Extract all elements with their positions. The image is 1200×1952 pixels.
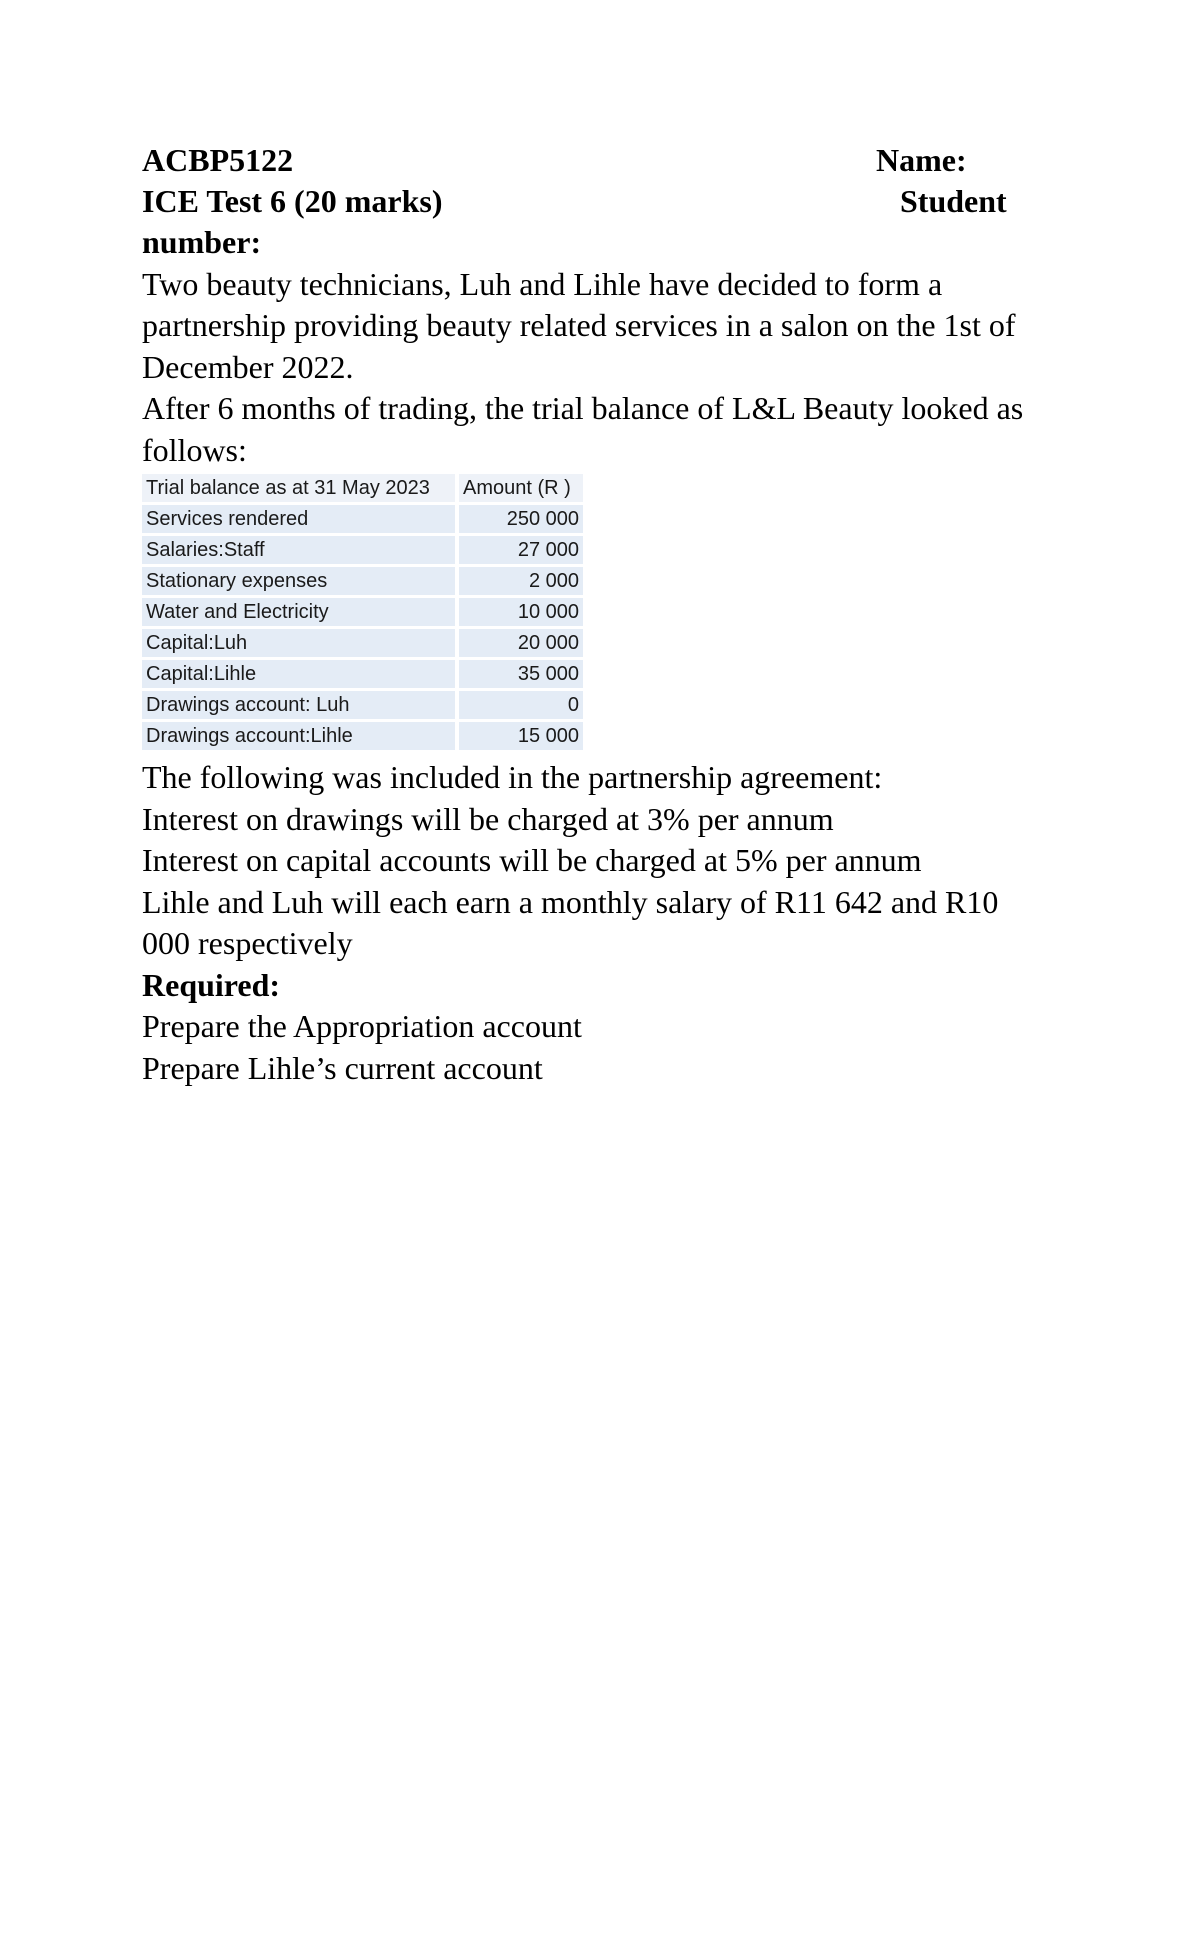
row-amount: 15 000	[459, 722, 583, 750]
row-label: Salaries:Staff	[142, 536, 459, 564]
row-label: Drawings account: Luh	[142, 691, 459, 719]
header-row-2	[142, 181, 1042, 222]
required-label: Required:	[142, 966, 281, 1003]
agreement-intro: The following was included in the partnership agreement:	[142, 759, 883, 795]
test-title: ICE Test 6 (20 marks)	[142, 183, 443, 219]
trial-balance-table	[142, 471, 583, 753]
number-label: number:	[142, 224, 262, 260]
table-row	[142, 629, 583, 657]
table-row	[142, 567, 583, 595]
row-amount: 35 000	[459, 660, 583, 688]
intro-paragraph-2: After 6 months of trading, the trial balance of L&L Beauty looked as follows:	[142, 390, 1024, 468]
row-label: Capital:Luh	[142, 629, 459, 657]
amount-column-header: Amount (R )	[459, 474, 583, 502]
table-row	[142, 505, 583, 533]
required-task-current-account: Prepare Lihle’s current account	[142, 1049, 543, 1086]
row-label: Stationary expenses	[142, 567, 459, 595]
table-row	[142, 660, 583, 688]
table-row	[142, 598, 583, 626]
row-amount: 10 000	[459, 598, 583, 626]
intro-paragraph-1: Two beauty technicians, Luh and Lihle have decided to form a partnership providing beauty related services in a salon on the 1st of December 2022.	[142, 265, 1016, 385]
header-row-1	[142, 140, 1042, 181]
document-page	[142, 140, 1042, 1089]
table-row	[142, 536, 583, 564]
trial-balance-header-row	[142, 474, 583, 502]
row-amount: 250 000	[459, 505, 583, 533]
agreement-item-drawings-interest: Interest on drawings will be charged at 3% per annum	[142, 800, 834, 837]
row-amount: 20 000	[459, 629, 583, 657]
course-code: ACBP5122	[142, 142, 294, 178]
row-amount: 0	[459, 691, 583, 719]
agreement-item-capital-interest: Interest on capital accounts will be charged at 5% per annum	[142, 842, 922, 878]
row-label: Capital:Lihle	[142, 660, 459, 688]
name-label: Name:	[876, 142, 967, 178]
row-label: Drawings account:Lihle	[142, 722, 459, 750]
row-amount: 27 000	[459, 536, 583, 564]
student-label: Student	[900, 183, 1007, 219]
agreement-item-salaries: Lihle and Luh will each earn a monthly salary of R11 642 and R10 000 respectively	[142, 883, 999, 961]
table-row	[142, 691, 583, 719]
required-task-appropriation: Prepare the Appropriation account	[142, 1008, 582, 1044]
row-label: Water and Electricity	[142, 598, 459, 626]
table-row	[142, 722, 583, 750]
trial-balance-title: Trial balance as at 31 May 2023	[142, 474, 459, 502]
row-amount: 2 000	[459, 567, 583, 595]
row-label: Services rendered	[142, 505, 459, 533]
